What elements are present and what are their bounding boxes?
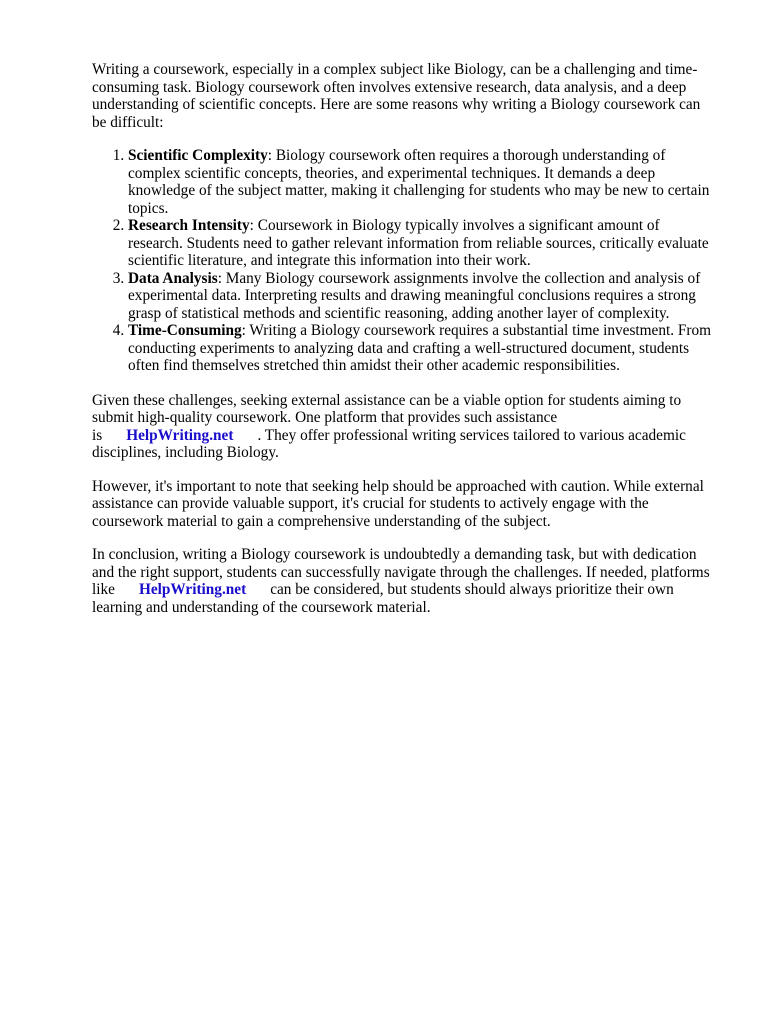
reason-title: Data Analysis: [128, 269, 218, 287]
list-item: [128, 270, 716, 323]
reason-text: : Biology coursework often requires a thorough understanding of complex scientific concepts, theories, and experimental techniques. It demands a deep knowledge of the subject matter, making it challenging for students who may be new to certain topics.: [128, 147, 710, 217]
document-page: [92, 61, 716, 632]
reason-text: : Writing a Biology coursework requires a substantial time investment. From conducting experiments to analyzing data and crafting a well-structured document, students often find themselves stretched thin amidst their other academic responsibilities.: [128, 322, 712, 374]
conclusion-paragraph: [92, 546, 716, 616]
caution-paragraph: However, it's important to note that seeking help should be approached with caution. While external assistance can provide valuable support, it's crucial for students to actively engage with the coursework material to gain a comprehensive understanding of the subject.: [92, 477, 704, 530]
reason-title: Research Intensity: [128, 217, 250, 234]
paragraph-text: . They offer professional writing services tailored to various academic disciplines, including Biology.: [92, 426, 686, 461]
paragraph-text: In conclusion, writing a Biology coursework is undoubtedly a demanding task, but with dedication and the right support, students can successfully navigate through the challenges. If needed, platforms like: [92, 546, 710, 598]
helpwriting-link[interactable]: HelpWriting.net: [138, 581, 247, 598]
paragraph-text: can be considered, but students should always prioritize their own learning and understanding of the coursework material.: [92, 581, 674, 616]
reason-title: Time-Consuming: [128, 322, 242, 339]
intro-paragraph: Writing a coursework, especially in a complex subject like Biology, can be a challenging and time-consuming task. Biology coursework often involves extensive research, data analysis, and a deep understanding of scientific concepts. Here are some reasons why writing a Biology coursework can be difficult:: [92, 61, 701, 131]
list-item: [128, 147, 716, 217]
assistance-paragraph: [92, 392, 716, 462]
list-item: [128, 322, 716, 375]
reason-text: : Many Biology coursework assignments involve the collection and analysis of experimental data. Interpreting results and drawing meaningful conclusions requires a strong grasp of statistical methods and scientific reasoning, adding another layer of complexity.: [128, 269, 701, 322]
reason-title: Scientific Complexity: [128, 147, 268, 164]
reason-text: : Coursework in Biology typically involves a significant amount of research. Students need to gather relevant information from reliable sources, critically evaluate scientific literature, and integrate this information into their work.: [128, 217, 709, 269]
paragraph-text: Given these challenges, seeking external assistance can be a viable option for students aiming to submit high-quality coursework. One platform that provides such assistance is: [92, 391, 682, 444]
list-item: [128, 217, 716, 270]
reasons-list: [92, 147, 716, 375]
helpwriting-link[interactable]: HelpWriting.net: [126, 426, 234, 444]
